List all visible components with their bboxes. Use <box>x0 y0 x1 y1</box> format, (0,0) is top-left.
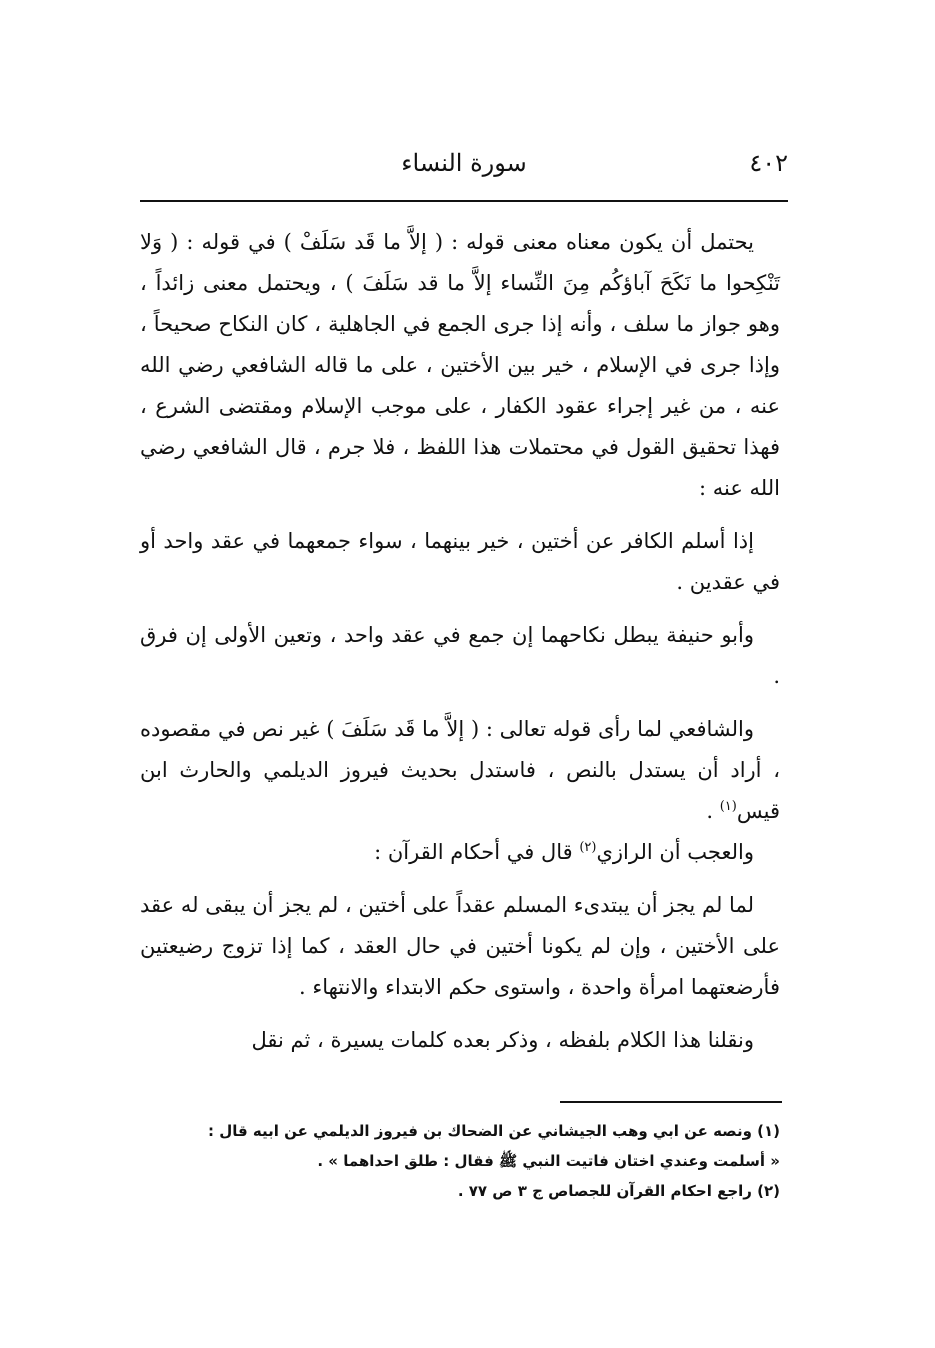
page-header <box>140 145 788 185</box>
body-text <box>140 222 780 1061</box>
paragraph-4-text: والشافعي لما رأى قوله تعالى : ( إلاَّ ما قَد سَلَفَ ) غير نص في مقصوده ، أراد أن يستدل بالنص ، فاستدل بحديث فيروز الديلمي والحارث ابن قيس <box>140 717 780 823</box>
paragraph-7: ونقلنا هذا الكلام بلفظه ، وذكر بعده كلمات يسيرة ، ثم نقل <box>251 1028 754 1052</box>
paragraph-5-text: والعجب أن الرازي <box>596 840 754 864</box>
footnote-ref-2: (٢) <box>579 840 597 855</box>
paragraph-4-end: . <box>706 799 720 823</box>
paragraph-6: لما لم يجز أن يبتدىء المسلم عقداً على أختين ، لم يجز أن يبقى له عقد على الأختين ، وإن لم يكونا أختين في حال العقد ، كما إذا تزوج رضيعتين فأرضعتهما امرأة واحدة ، واستوى حكم الابتداء والانتهاء . <box>140 893 780 999</box>
page-number: ٤٠٢ <box>749 149 788 177</box>
paragraph-5 <box>140 832 780 873</box>
footnote-ref-1: (١) <box>719 799 737 814</box>
paragraph-4 <box>140 709 780 832</box>
running-title: سورة النساء <box>401 149 527 177</box>
paragraph-2: إذا أسلم الكافر عن أختين ، خير بينهما ، سواء جمعهما في عقد واحد أو في عقدين . <box>140 529 780 594</box>
footnote-2: (٢) راجع احكام القرآن للجصاص ج ٣ ص ٧٧ . <box>457 1182 780 1200</box>
footnotes <box>140 1116 780 1206</box>
header-rule <box>140 200 788 202</box>
footnote-rule <box>560 1101 782 1103</box>
paragraph-5-end: قال في أحكام القرآن : <box>374 840 580 864</box>
paragraph-1: يحتمل أن يكون معناه معنى قوله : ( إلاَّ ما قَد سَلَفْ ) في قوله : ( وَلا تَنْكِحوا ما نَكَحَ آباؤكُم مِنَ النِّساء إلاَّ ما قد سَلَفَ ) ، ويحتمل معنى زائداً ، وهو جواز ما سلف ، وأنه إذا جرى الجمع في الجاهلية ، كان النكاح صحيحاً ، وإذا جرى في الإسلام ، خير بين الأختين ، على ما قاله الشافعي رضي الله عنه ، من غير إجراء عقود الكفار ، على موجب الإسلام ومقتضى الشرع ، فهذا تحقيق القول في محتملات هذا اللفظ ، فلا جرم ، قال الشافعي رضي الله عنه : <box>140 230 780 500</box>
paragraph-3: وأبو حنيفة يبطل نكاحهما إن جمع في عقد واحد ، وتعين الأولى إن فرق . <box>140 623 780 688</box>
footnote-1-line-1: (١) ونصه عن ابي وهب الجيشاني عن الضحاك بن فيروز الديلمي عن ابيه قال : <box>207 1122 780 1140</box>
footnote-1-line-2: « أسلمت وعندي اختان فاتيت النبي ﷺ فقال : طلق احداهما » . <box>317 1152 780 1170</box>
